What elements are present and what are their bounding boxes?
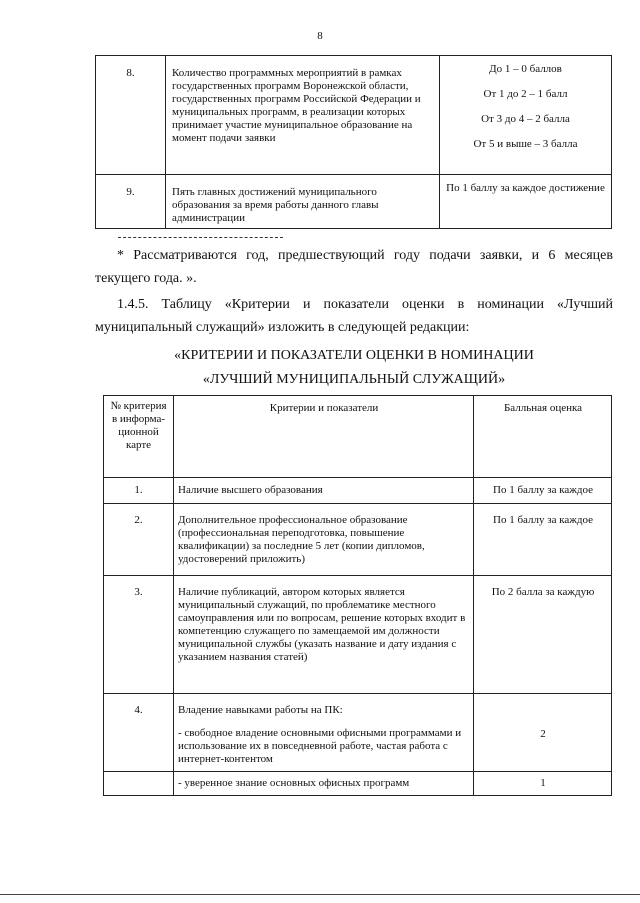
criterion-text: Дополнительное профессиональное образование (профессиональная переподготовка, повышение квалификации) за последние 5 лет (копии дипломов, удостоверений приложить) xyxy=(174,504,474,576)
score-cell: По 2 балла за каждую xyxy=(474,576,612,694)
score-value: До 1 – 0 баллов xyxy=(489,63,562,75)
page-number: 8 xyxy=(317,30,323,42)
score-cell: 2 xyxy=(474,694,612,772)
row-number: 9. xyxy=(96,175,166,229)
footnote-text: * Рассматриваются год, предшествующий году подачи заявки, и 6 месяцев текущего года. ». xyxy=(95,248,613,286)
criterion-text: - уверенное знание основных офисных программ xyxy=(174,772,474,796)
table-row xyxy=(104,576,612,694)
header-number: № критерия в информа-ционной карте xyxy=(104,396,174,478)
table-row xyxy=(104,772,612,796)
header-criteria: Критерии и показатели xyxy=(174,396,474,478)
criterion-text: Пять главных достижений муниципального образования за время работы данного главы администрации xyxy=(166,175,440,229)
table-row xyxy=(104,694,612,772)
table-row xyxy=(104,478,612,504)
row-number-empty xyxy=(104,772,174,796)
clause-text: 1.4.5. Таблицу «Критерии и показатели оценки в номинации «Лучший муниципальный служащий» изложить в следующей редакции: xyxy=(95,297,613,335)
page-bottom-edge xyxy=(0,894,640,895)
table-row xyxy=(96,56,612,175)
score-value: От 1 до 2 – 1 балл xyxy=(483,88,568,100)
table-row xyxy=(104,504,612,576)
criterion-sub-item: - свободное владение основными офисными программами и использование их в повседневной работе, частая работа с интернет-контентом xyxy=(178,727,462,765)
score-cell: По 1 баллу за каждое достижение xyxy=(440,175,612,229)
criterion-text: Наличие публикаций, автором которых является муниципальный служащий, по проблематике местного самоуправления или по вопросам, решение которых входит в компетенцию служащего по замещаемой им должности муниципальной службы (указать название и дату издания с указанием названия статей) xyxy=(174,576,474,694)
row-number: 3. xyxy=(104,576,174,694)
score-cell: По 1 баллу за каждое xyxy=(474,504,612,576)
criterion-title: Владение навыками работы на ПК: xyxy=(178,704,343,716)
section-heading-line-2: «ЛУЧШИЙ МУНИЦИПАЛЬНЫЙ СЛУЖАЩИЙ» xyxy=(202,372,506,387)
criteria-table-continued xyxy=(95,55,612,229)
score-cell xyxy=(440,56,612,175)
criterion-text: Количество программных мероприятий в рамках государственных программ Воронежской области, государственных программ Российской Федерации и муниципальных программ, в реализации которых принимает участие муниципальное образование на момент подачи заявки xyxy=(166,56,440,175)
score-value: От 5 и выше – 3 балла xyxy=(473,138,578,150)
row-number: 8. xyxy=(96,56,166,175)
criterion-text xyxy=(174,694,474,772)
row-number: 4. xyxy=(104,694,174,772)
best-municipal-employee-criteria-table xyxy=(103,395,612,796)
row-number: 1. xyxy=(104,478,174,504)
score-cell: По 1 баллу за каждое xyxy=(474,478,612,504)
header-score: Балльная оценка xyxy=(474,396,612,478)
table-row xyxy=(96,175,612,229)
row-number: 2. xyxy=(104,504,174,576)
score-cell: 1 xyxy=(474,772,612,796)
footnote-separator xyxy=(118,237,283,238)
table-header-row xyxy=(104,396,612,478)
criterion-text: Наличие высшего образования xyxy=(174,478,474,504)
section-heading-line-1: «КРИТЕРИИ И ПОКАЗАТЕЛИ ОЦЕНКИ В НОМИНАЦИИ xyxy=(174,348,534,363)
score-value: От 3 до 4 – 2 балла xyxy=(481,113,570,125)
